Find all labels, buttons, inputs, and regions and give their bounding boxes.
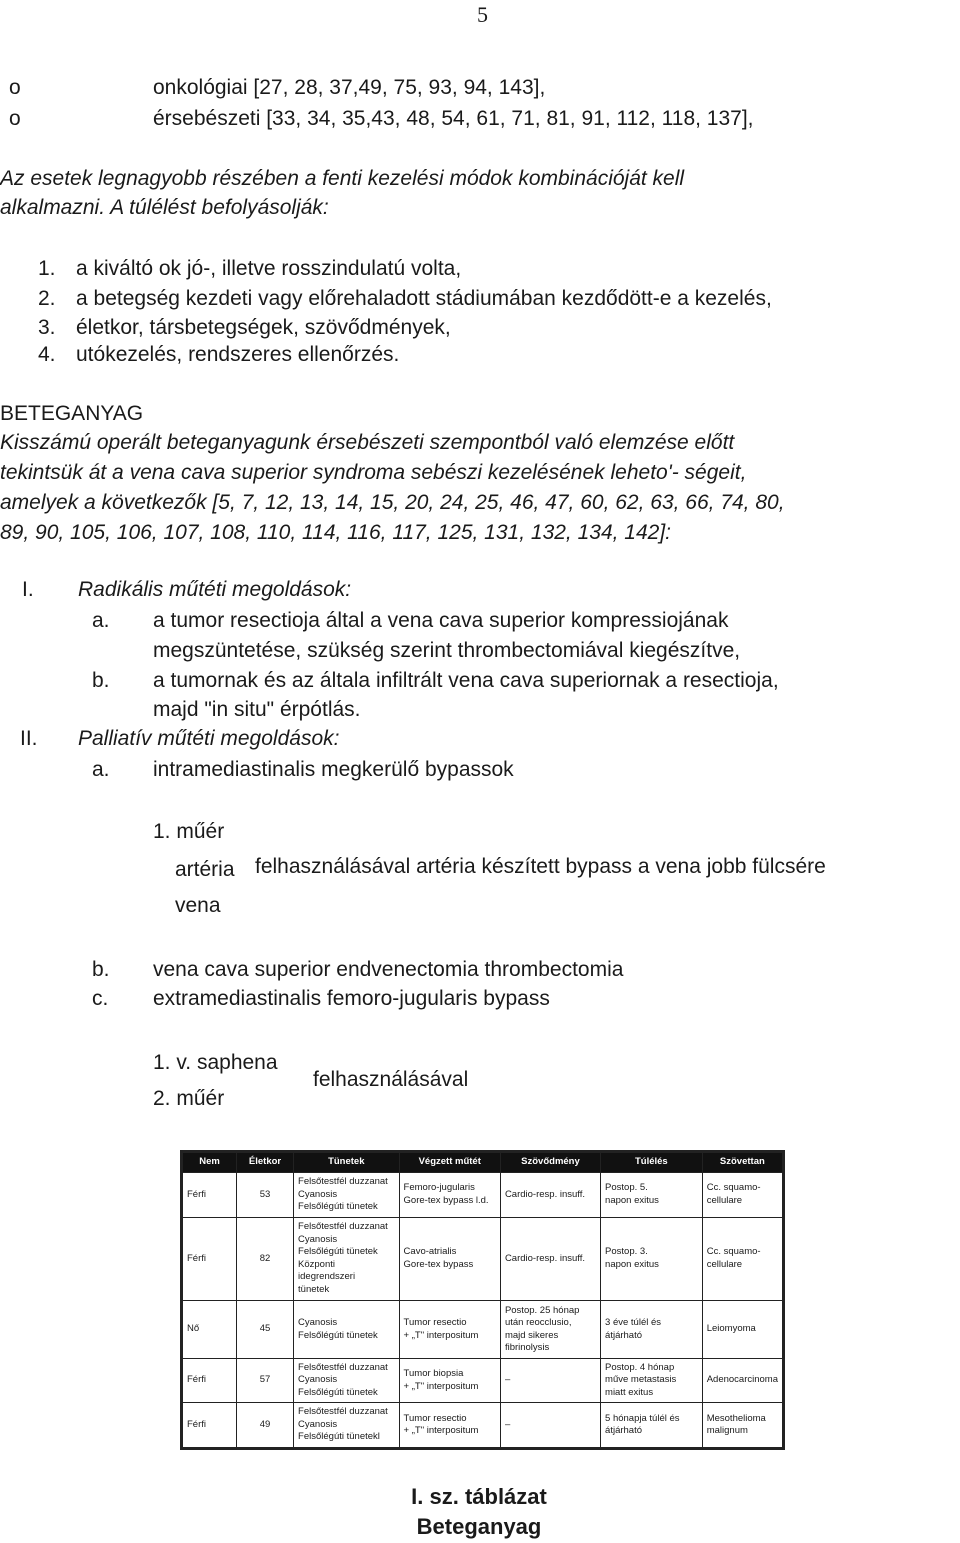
cell-line: Femoro-jugularis bbox=[403, 1182, 475, 1194]
outline-marker: a. bbox=[92, 758, 110, 781]
cell-line: 3 éve túlél és bbox=[605, 1317, 662, 1329]
intro-line: alkalmazni. A túlélést befolyásolják: bbox=[0, 196, 329, 219]
cell-symptoms bbox=[294, 1173, 400, 1218]
cell-survival bbox=[601, 1358, 703, 1403]
table-caption: Beteganyag bbox=[416, 1514, 542, 1539]
cell-line: Gore-tex bypass l.d. bbox=[403, 1194, 489, 1206]
cell-line: + „T" interpositum bbox=[403, 1329, 479, 1341]
graft-usage: felhasználásával bbox=[313, 1068, 469, 1091]
cell-complication bbox=[500, 1403, 600, 1448]
bullet-marker: o bbox=[9, 76, 21, 99]
cell-histology bbox=[702, 1358, 782, 1403]
outline-title: Radikális műtéti megoldások: bbox=[78, 578, 352, 601]
cell-survival bbox=[601, 1301, 703, 1359]
list-item: onkológiai [27, 28, 37,49, 75, 93, 94, 143], bbox=[153, 76, 546, 99]
graft-option: artéria bbox=[175, 858, 235, 881]
cell-line: Mesothelioma bbox=[706, 1412, 766, 1424]
cell-line: Cyanosis bbox=[298, 1317, 338, 1329]
cell-line: Tumor resectio bbox=[403, 1412, 467, 1424]
cell-histology bbox=[702, 1301, 782, 1359]
cell-line: Felsőtestfél duzzanat bbox=[298, 1361, 388, 1373]
cell-histology bbox=[702, 1217, 782, 1301]
cell-line: napon exitus bbox=[605, 1258, 659, 1270]
table-row bbox=[183, 1358, 783, 1403]
cell-age: 53 bbox=[237, 1173, 294, 1218]
list-number: 4. bbox=[38, 343, 56, 366]
list-item: utókezelés, rendszeres ellenőrzés. bbox=[76, 343, 400, 366]
outline-item: megszüntetése, szükség szerint thrombectomiával kiegészítve, bbox=[153, 639, 741, 662]
table-row bbox=[183, 1403, 783, 1448]
patient-table bbox=[180, 1150, 785, 1450]
outline-marker: c. bbox=[92, 987, 109, 1010]
column-header: Szövettan bbox=[702, 1153, 782, 1173]
cell-line: Felsőtestfél duzzanat bbox=[298, 1221, 388, 1233]
cell-line: Tumor biopsia bbox=[403, 1368, 464, 1380]
column-header: Szövődmény bbox=[500, 1153, 600, 1173]
outline-marker: b. bbox=[92, 669, 110, 692]
cell-survival bbox=[601, 1217, 703, 1301]
cell-line: Felsőlégúti tünetek bbox=[298, 1329, 378, 1341]
cell-line: Gore-tex bypass bbox=[403, 1258, 474, 1270]
outline-marker: a. bbox=[92, 609, 110, 632]
cell-operation bbox=[399, 1173, 500, 1218]
column-header: Végzett műtét bbox=[399, 1153, 500, 1173]
cell-line: Postop. 5. bbox=[605, 1182, 648, 1194]
cell-line: idegrendszeri bbox=[298, 1271, 356, 1283]
outline-item: intramediastinalis megkerülő bypassok bbox=[153, 758, 514, 781]
list-item: a betegség kezdeti vagy előrehaladott stádiumában kezdődött-e a kezelés, bbox=[76, 287, 772, 310]
cell-symptoms bbox=[294, 1403, 400, 1448]
list-number: 2. bbox=[38, 287, 56, 310]
cell-line: majd sikeres bbox=[504, 1329, 559, 1341]
cell-operation bbox=[399, 1301, 500, 1359]
outline-item: extramediastinalis femoro-jugularis bypass bbox=[153, 987, 550, 1010]
cell-histology bbox=[702, 1403, 782, 1448]
cell-line: után reocclusio, bbox=[504, 1317, 572, 1329]
cell-sex: Férfi bbox=[183, 1217, 237, 1301]
graft-option: 1. v. saphena bbox=[153, 1051, 278, 1074]
list-number: 3. bbox=[38, 316, 56, 339]
cell-histology bbox=[702, 1173, 782, 1218]
cell-age: 57 bbox=[237, 1358, 294, 1403]
column-header: Életkor bbox=[237, 1153, 294, 1173]
table-row bbox=[183, 1301, 783, 1359]
cell-line: Cyanosis bbox=[298, 1374, 338, 1386]
cell-line: Felsőlégúti tünetek bbox=[298, 1246, 378, 1258]
section-line: tekintsük át a vena cava superior syndroma sebészi kezelésének leheto'- ségeit, bbox=[0, 461, 747, 484]
column-header: Nem bbox=[183, 1153, 237, 1173]
cell-line: cellulare bbox=[706, 1258, 743, 1270]
list-item: életkor, társbetegségek, szövődmények, bbox=[76, 316, 451, 339]
section-heading: BETEGANYAG bbox=[0, 402, 144, 425]
cell-survival bbox=[601, 1173, 703, 1218]
outline-item: a tumor resectioja által a vena cava superior kompressiojának bbox=[153, 609, 729, 632]
list-item: a kiváltó ok jó-, illetve rosszindulatú volta, bbox=[76, 257, 462, 280]
table-header-row bbox=[183, 1153, 783, 1173]
cell-sex: Férfi bbox=[183, 1403, 237, 1448]
cell-symptoms bbox=[294, 1217, 400, 1301]
outline-item: a tumornak és az általa infiltrált vena cava superiornak a resectioja, bbox=[153, 669, 779, 692]
outline-item: majd "in situ" érpótlás. bbox=[153, 698, 361, 721]
cell-line: + „T" interpositum bbox=[403, 1425, 479, 1437]
cell-sex: Férfi bbox=[183, 1173, 237, 1218]
cell-line: fibrinolysis bbox=[504, 1342, 550, 1354]
cell-complication bbox=[500, 1358, 600, 1403]
cell-operation bbox=[399, 1217, 500, 1301]
cell-age: 49 bbox=[237, 1403, 294, 1448]
cell-line: tünetek bbox=[298, 1283, 330, 1295]
cell-line: malignum bbox=[706, 1425, 748, 1437]
outline-item: vena cava superior endvenectomia thrombectomia bbox=[153, 958, 624, 981]
cell-line: Felsőlégúti tünetek bbox=[298, 1386, 378, 1398]
cell-sex: Nő bbox=[183, 1301, 237, 1359]
cell-line: Cardio-resp. insuff. bbox=[504, 1188, 586, 1200]
cell-complication bbox=[500, 1301, 600, 1359]
cell-line: Cyanosis bbox=[298, 1188, 338, 1200]
outline-marker: b. bbox=[92, 958, 110, 981]
cell-line: átjárható bbox=[605, 1329, 643, 1341]
graft-option: vena bbox=[175, 894, 221, 917]
cell-line: Cc. squamo- bbox=[706, 1246, 761, 1258]
cell-age: 45 bbox=[237, 1301, 294, 1359]
outline-marker: II. bbox=[20, 727, 38, 750]
cell-line: Felsőlégúti tünetek bbox=[298, 1201, 378, 1212]
cell-line: + „T" interpositum bbox=[403, 1380, 479, 1392]
cell-line: Cc. squamo- bbox=[706, 1182, 761, 1194]
graft-option: 2. műér bbox=[153, 1087, 225, 1110]
cell-line: Cavo-atrialis bbox=[403, 1246, 457, 1258]
cell-line: – bbox=[504, 1418, 511, 1430]
intro-line: Az esetek legnagyobb részében a fenti kezelési módok kombinációját kell bbox=[0, 167, 685, 190]
cell-line: Adenocarcinoma bbox=[706, 1374, 778, 1386]
cell-line: Cyanosis bbox=[298, 1233, 338, 1245]
cell-complication bbox=[500, 1217, 600, 1301]
cell-line: – bbox=[504, 1374, 511, 1386]
list-item: érsebészeti [33, 34, 35,43, 48, 54, 61, 71, 81, 91, 112, 118, 137], bbox=[153, 107, 754, 130]
cell-line: Postop. 25 hónap bbox=[504, 1304, 580, 1316]
cell-sex: Férfi bbox=[183, 1358, 237, 1403]
cell-line: 5 hónapja túlél és bbox=[605, 1412, 680, 1424]
outline-marker: I. bbox=[22, 578, 34, 601]
cell-age: 82 bbox=[237, 1217, 294, 1301]
table-row bbox=[183, 1217, 783, 1301]
section-line: 89, 90, 105, 106, 107, 108, 110, 114, 116, 117, 125, 131, 132, 134, 142]: bbox=[0, 521, 672, 544]
cell-survival bbox=[601, 1403, 703, 1448]
section-line: Kisszámú operált beteganyagunk érsebészeti szempontból való elemzése előtt bbox=[0, 431, 735, 454]
outline-title: Palliatív műtéti megoldások: bbox=[78, 727, 340, 750]
table-row bbox=[183, 1173, 783, 1218]
cell-line: Felsőlégúti tünetekl bbox=[298, 1431, 380, 1443]
column-header: Tünetek bbox=[294, 1153, 400, 1173]
section-line: amelyek a következők [5, 7, 12, 13, 14, 15, 20, 24, 25, 46, 47, 60, 62, 63, 66, 74, 80, bbox=[0, 491, 785, 514]
cell-line: Felsőtestfél duzzanat bbox=[298, 1176, 388, 1187]
cell-line: átjárható bbox=[605, 1425, 643, 1437]
cell-line: műve metastasis bbox=[605, 1374, 677, 1386]
list-number: 1. bbox=[38, 257, 56, 280]
cell-line: Központi bbox=[298, 1258, 336, 1270]
cell-line: napon exitus bbox=[605, 1194, 659, 1206]
bypass-description: felhasználásával artéria készített bypass a vena jobb fülcsére bbox=[255, 855, 826, 878]
bullet-marker: o bbox=[9, 107, 21, 130]
cell-line: Tumor resectio bbox=[403, 1317, 467, 1329]
cell-symptoms bbox=[294, 1301, 400, 1359]
page-number: 5 bbox=[477, 2, 488, 27]
cell-line: Postop. 3. bbox=[605, 1246, 648, 1258]
cell-operation bbox=[399, 1403, 500, 1448]
graft-option: 1. műér bbox=[153, 820, 225, 843]
cell-line: Felsőtestfél duzzanat bbox=[298, 1406, 388, 1418]
cell-line: cellulare bbox=[706, 1194, 743, 1206]
cell-line: miatt exitus bbox=[605, 1386, 654, 1398]
cell-line: Cardio-resp. insuff. bbox=[504, 1252, 586, 1264]
cell-line: Leiomyoma bbox=[706, 1323, 756, 1335]
cell-line: Postop. 4 hónap bbox=[605, 1361, 675, 1373]
cell-line: Cyanosis bbox=[298, 1418, 338, 1430]
cell-symptoms bbox=[294, 1358, 400, 1403]
cell-operation bbox=[399, 1358, 500, 1403]
table-caption: I. sz. táblázat bbox=[411, 1484, 547, 1509]
cell-complication bbox=[500, 1173, 600, 1218]
column-header: Túlélés bbox=[601, 1153, 703, 1173]
